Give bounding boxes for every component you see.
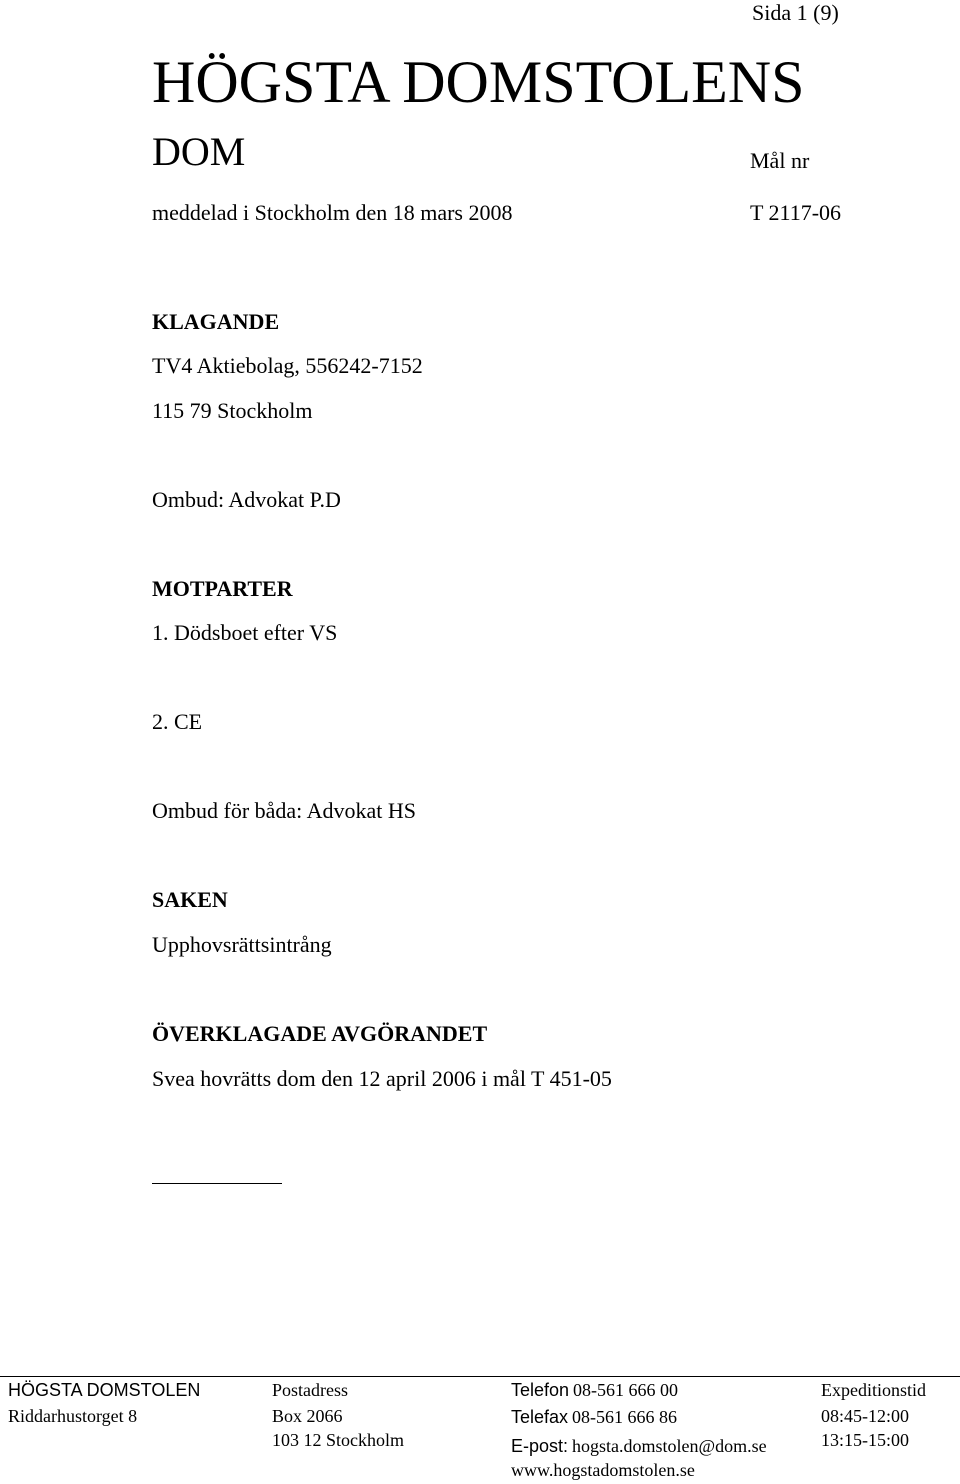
case-number-label: Mål nr bbox=[750, 148, 810, 173]
appellant-heading: KLAGANDE bbox=[152, 309, 280, 334]
footer-hours-afternoon: 13:15-15:00 bbox=[821, 1430, 909, 1450]
footer-phone-label: Telefon bbox=[511, 1380, 570, 1400]
footer-divider bbox=[0, 1376, 960, 1377]
section-divider bbox=[152, 1183, 282, 1184]
footer-email-label: E-post: bbox=[511, 1436, 569, 1456]
appealed-decision-heading: ÖVERKLAGADE AVGÖRANDET bbox=[152, 1021, 488, 1046]
footer-postal-box: Box 2066 bbox=[272, 1406, 343, 1426]
footer-court-name: HÖGSTA DOMSTOLEN bbox=[8, 1380, 201, 1400]
footer-hours-morning: 08:45-12:00 bbox=[821, 1406, 909, 1426]
respondents-counsel: Ombud för båda: Advokat HS bbox=[152, 798, 416, 823]
footer-postal-city: 103 12 Stockholm bbox=[272, 1430, 405, 1450]
footer-email-address[interactable]: hogsta.domstolen@dom.se bbox=[572, 1436, 767, 1456]
footer-fax bbox=[511, 1407, 677, 1428]
respondent-1: 1. Dödsboet efter VS bbox=[152, 620, 338, 645]
issued-date: meddelad i Stockholm den 18 mars 2008 bbox=[152, 200, 513, 225]
matter-heading: SAKEN bbox=[152, 887, 228, 912]
matter-text: Upphovsrättsintrång bbox=[152, 932, 332, 957]
appellant-name: TV4 Aktiebolag, 556242-7152 bbox=[152, 353, 423, 378]
court-title: HÖGSTA DOMSTOLENS bbox=[152, 49, 805, 115]
footer-website[interactable]: www.hogstadomstolen.se bbox=[511, 1460, 695, 1480]
footer-fax-number: 08-561 666 86 bbox=[572, 1407, 678, 1427]
footer-hours-label: Expeditionstid bbox=[821, 1380, 926, 1400]
footer-visit-address: Riddarhustorget 8 bbox=[8, 1406, 138, 1426]
case-number: T 2117-06 bbox=[750, 200, 842, 225]
document-type: DOM bbox=[152, 129, 246, 174]
appellant-address: 115 79 Stockholm bbox=[152, 398, 313, 423]
footer-fax-label: Telefax bbox=[511, 1407, 569, 1427]
appellant-counsel: Ombud: Advokat P.D bbox=[152, 487, 341, 512]
footer-email bbox=[511, 1436, 767, 1457]
footer-phone bbox=[511, 1380, 678, 1401]
footer-postal-label: Postadress bbox=[272, 1380, 348, 1400]
appealed-decision-text: Svea hovrätts dom den 12 april 2006 i mål T 451-05 bbox=[152, 1066, 612, 1091]
respondents-heading: MOTPARTER bbox=[152, 576, 293, 601]
page-number: Sida 1 (9) bbox=[752, 0, 839, 25]
respondent-2: 2. CE bbox=[152, 709, 203, 734]
footer-phone-number: 08-561 666 00 bbox=[573, 1380, 679, 1400]
